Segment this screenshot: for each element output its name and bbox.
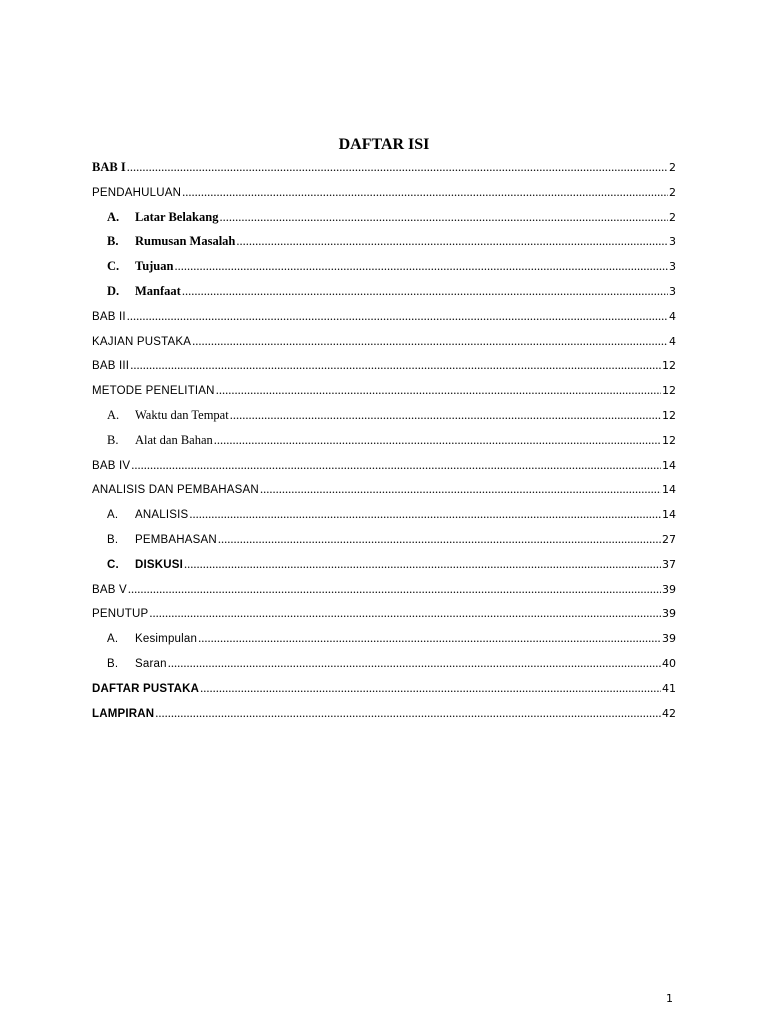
toc-entry-page: 27 (662, 532, 676, 546)
toc-entry-label: Latar Belakang (135, 209, 219, 224)
toc-entry-letter: A. (107, 633, 119, 646)
toc-entry[interactable] (92, 676, 676, 701)
toc-entry-page: 14 (662, 508, 676, 522)
dot-leader (127, 155, 668, 180)
dot-leader (128, 577, 661, 602)
toc-entry-letter: C. (107, 259, 120, 274)
toc-entry-label: Saran (135, 657, 167, 670)
toc-entry-letter: A. (107, 407, 120, 422)
dot-leader (260, 477, 661, 502)
toc-entry-page: 14 (662, 483, 676, 497)
toc-entry-page: 42 (662, 706, 676, 720)
toc-entry-page: 12 (662, 384, 676, 398)
toc-entry-label: DAFTAR PUSTAKA (92, 682, 200, 695)
dot-leader (189, 502, 661, 527)
toc-entry[interactable] (92, 453, 676, 478)
toc-entry-label: Waktu dan Tempat (135, 407, 229, 422)
toc-entry-page: 4 (669, 309, 676, 323)
toc-entry-letter: A. (107, 509, 119, 522)
toc-entry-page: 2 (669, 210, 676, 224)
toc-entry-page: 12 (662, 359, 676, 373)
toc-entry[interactable] (92, 701, 676, 726)
dot-leader (168, 651, 661, 676)
dot-leader (127, 304, 668, 329)
toc-entry-page: 39 (662, 582, 676, 596)
toc-entry-label: METODE PENELITIAN (92, 385, 215, 398)
toc-entry-page: 39 (662, 607, 676, 621)
toc-entry[interactable] (92, 229, 676, 254)
toc-entry-label: PENUTUP (92, 608, 149, 621)
page-title: DAFTAR ISI (338, 136, 430, 153)
dot-leader (230, 403, 661, 428)
dot-leader (182, 279, 668, 304)
dot-leader (174, 254, 668, 279)
toc-entry[interactable] (92, 180, 676, 205)
dot-leader (182, 180, 668, 205)
toc-entry-letter: B. (107, 234, 119, 249)
toc-entry-label: PENDAHULUAN (92, 186, 182, 199)
toc-entry-label: Kesimpulan (135, 633, 198, 646)
toc-entry-letter: D. (107, 283, 120, 298)
toc-entry-letter: A. (107, 209, 120, 224)
dot-leader (200, 676, 661, 701)
toc-entry[interactable] (92, 477, 676, 502)
toc-entry-letter: B. (107, 432, 119, 447)
toc-entry-page: 3 (669, 235, 676, 249)
toc-entry-page: 39 (662, 632, 676, 646)
toc-entry[interactable] (92, 601, 676, 626)
toc-entry-label: Manfaat (135, 283, 181, 298)
toc-entry-label: BAB I (92, 160, 126, 174)
dot-leader (155, 701, 661, 726)
table-of-contents (92, 155, 676, 725)
toc-entry-label: ANALISIS DAN PEMBAHASAN (92, 484, 259, 497)
toc-entry-label: Tujuan (135, 259, 174, 274)
toc-entry[interactable] (92, 651, 676, 676)
toc-entry-label: Rumusan Masalah (135, 234, 236, 249)
toc-entry-letter: B. (107, 533, 119, 546)
dot-leader (219, 205, 668, 230)
toc-entry[interactable] (92, 279, 676, 304)
dot-leader (214, 428, 661, 453)
toc-entry-label: BAB IV (92, 459, 131, 472)
toc-entry-page: 12 (662, 433, 676, 447)
toc-entry[interactable] (92, 527, 676, 552)
toc-entry-page: 40 (662, 656, 676, 670)
toc-entry-label: PEMBAHASAN (135, 533, 217, 546)
toc-entry-page: 2 (669, 185, 676, 199)
toc-entry-letter: B. (107, 657, 119, 670)
dot-leader (131, 453, 661, 478)
toc-entry[interactable] (92, 428, 676, 453)
toc-entry[interactable] (92, 502, 676, 527)
toc-entry-page: 41 (662, 681, 676, 695)
dot-leader (216, 378, 661, 403)
toc-entry[interactable] (92, 552, 676, 577)
toc-entry[interactable] (92, 378, 676, 403)
toc-entry[interactable] (92, 155, 676, 180)
toc-entry[interactable] (92, 403, 676, 428)
dot-leader (218, 527, 661, 552)
toc-entry-page: 3 (669, 260, 676, 274)
toc-entry-letter: C. (107, 558, 119, 571)
dot-leader (198, 626, 661, 651)
toc-entry[interactable] (92, 254, 676, 279)
toc-entry-label: DISKUSI (135, 558, 184, 571)
toc-entry-label: BAB II (92, 310, 126, 323)
toc-entry-label: BAB III (92, 360, 130, 373)
page-number: 1 (666, 992, 673, 1005)
toc-entry-label: LAMPIRAN (92, 707, 155, 720)
toc-entry-page: 3 (669, 284, 676, 298)
toc-entry[interactable] (92, 304, 676, 329)
dot-leader (192, 329, 668, 354)
toc-entry[interactable] (92, 353, 676, 378)
toc-entry-page: 4 (669, 334, 676, 348)
dot-leader (149, 601, 661, 626)
toc-entry[interactable] (92, 329, 676, 354)
toc-entry-label: KAJIAN PUSTAKA (92, 335, 192, 348)
dot-leader (184, 552, 661, 577)
toc-entry-page: 14 (662, 458, 676, 472)
toc-entry-label: ANALISIS (135, 509, 189, 522)
toc-entry-page: 12 (662, 408, 676, 422)
toc-entry-label: BAB V (92, 583, 127, 596)
toc-entry-page: 2 (669, 161, 676, 174)
dot-leader (236, 229, 668, 254)
toc-entry[interactable] (92, 577, 676, 602)
toc-entry[interactable] (92, 205, 676, 230)
toc-entry[interactable] (92, 626, 676, 651)
dot-leader (130, 353, 661, 378)
toc-entry-page: 37 (662, 557, 676, 571)
toc-entry-label: Alat dan Bahan (135, 432, 213, 447)
